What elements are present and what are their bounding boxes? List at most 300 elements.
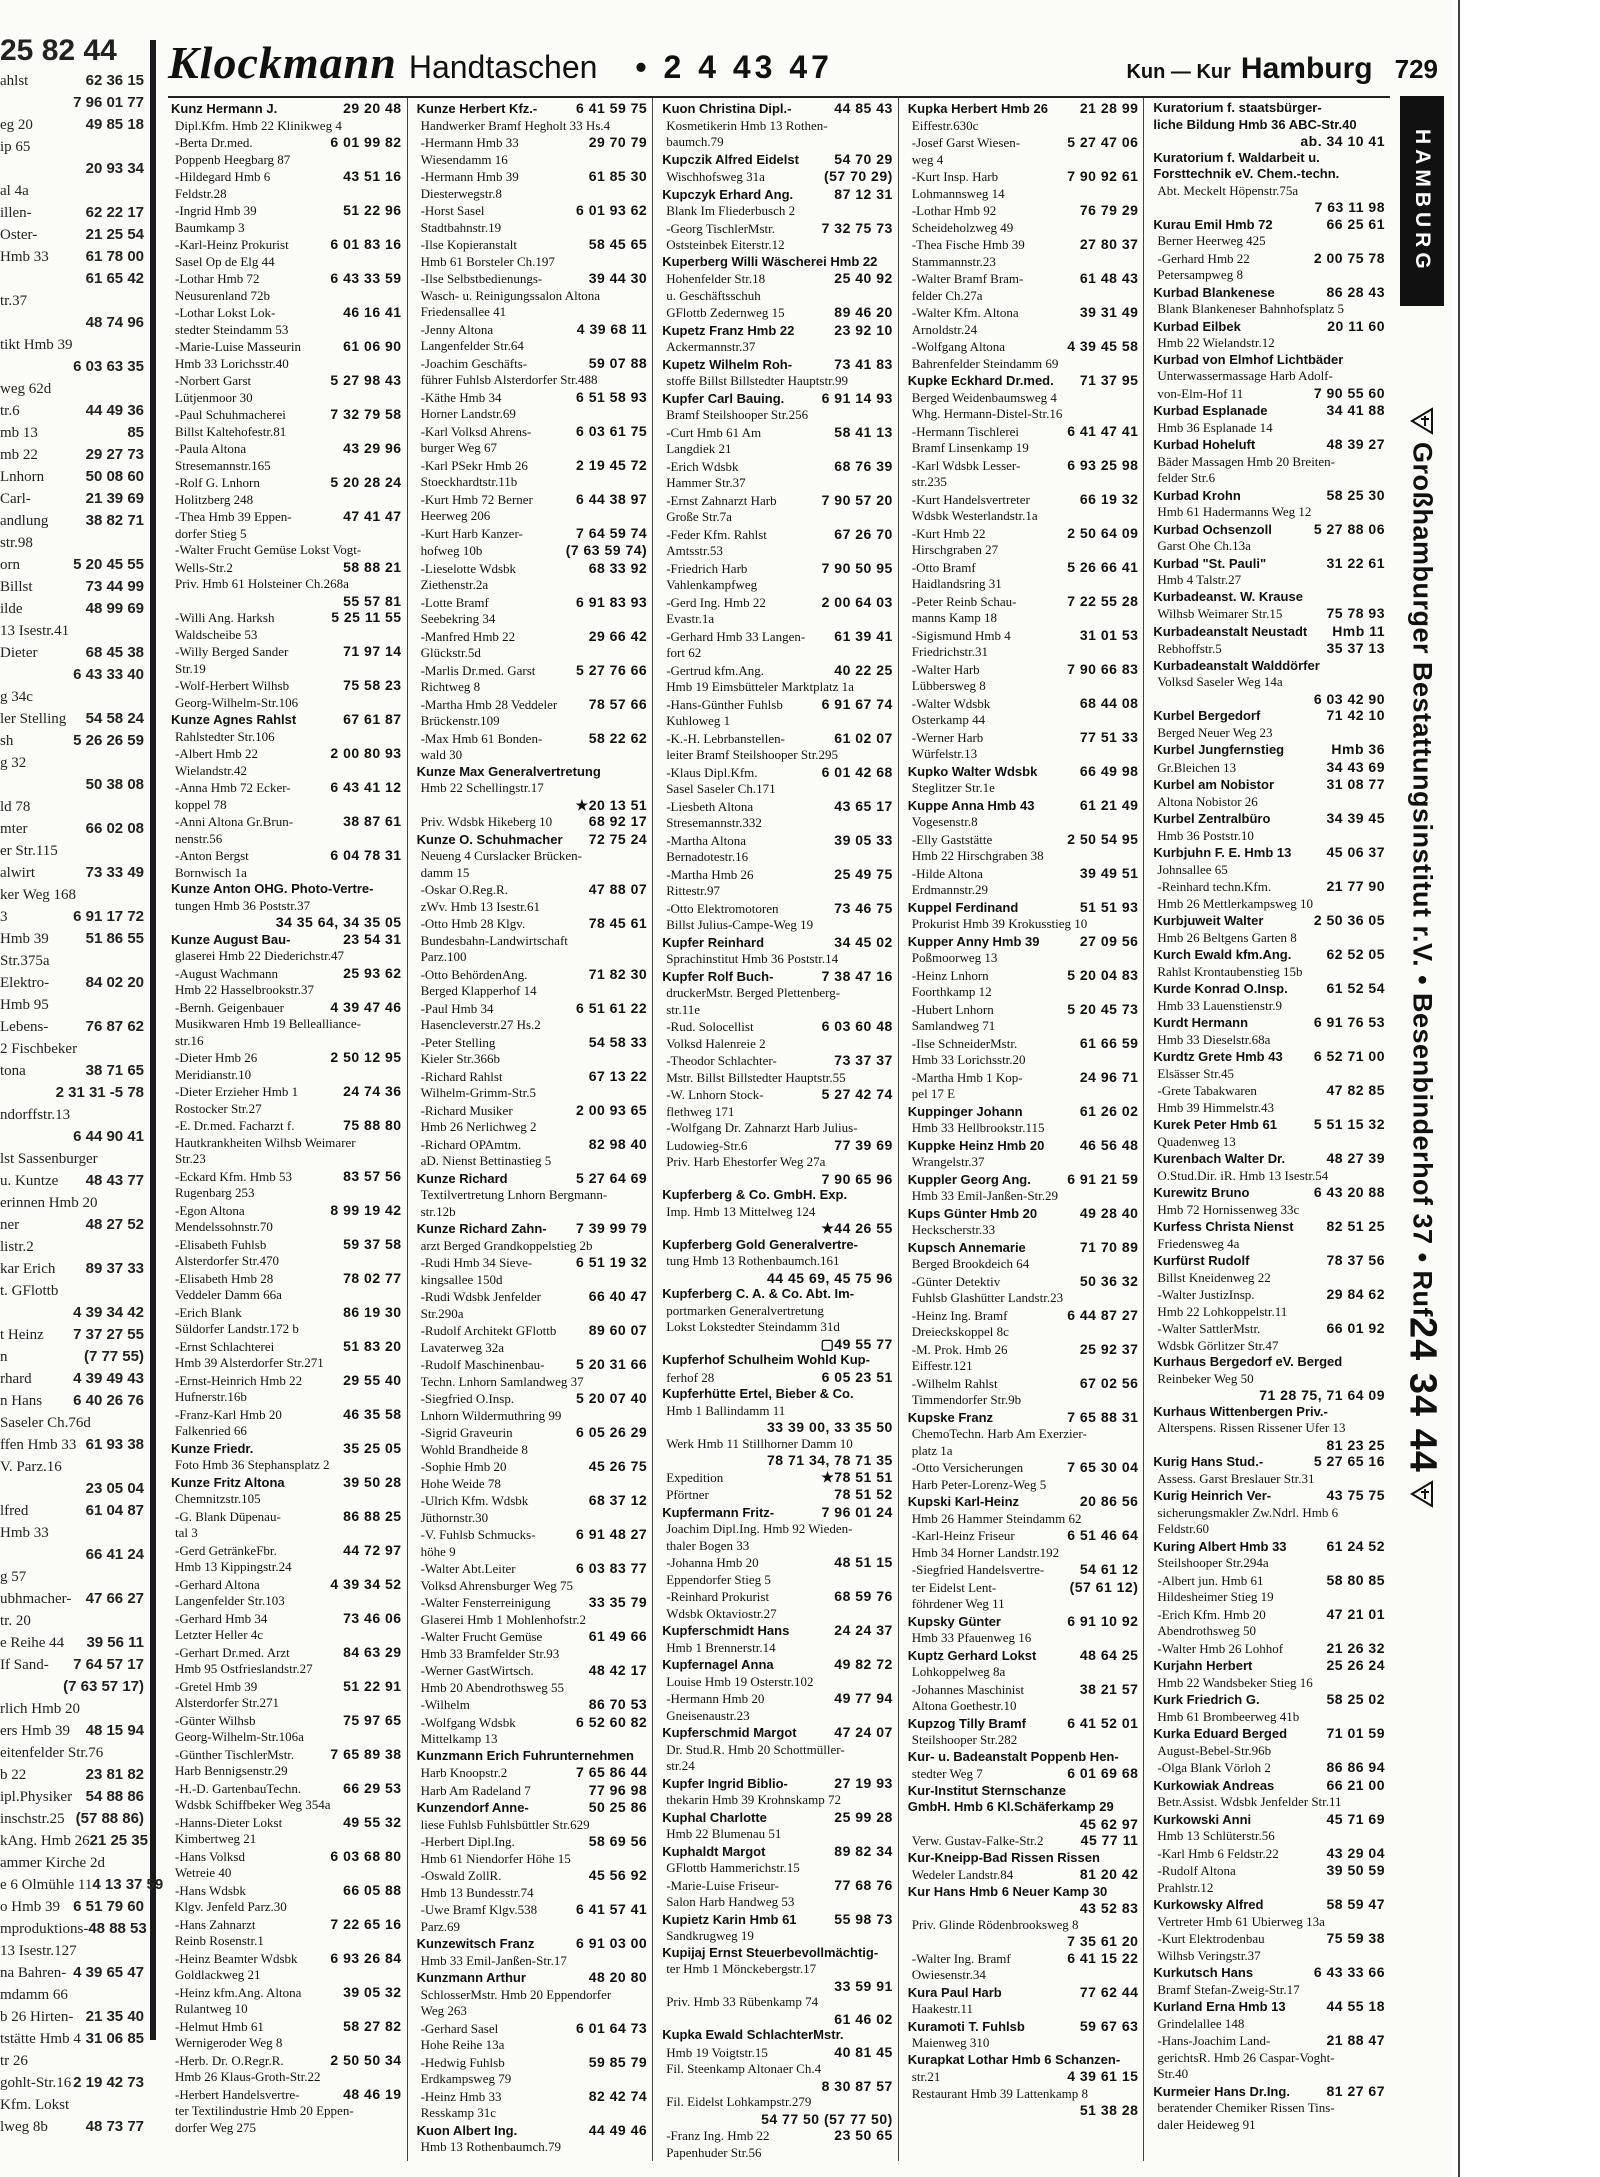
previous-page-name-fragment: eg 20 [0, 117, 33, 133]
previous-page-name-fragment: eitenfelder Str.76 [0, 1745, 104, 1761]
listing-name: -Walter Kfm. Altona [911, 305, 1019, 320]
listing-phone: 58 80 85 [1326, 1571, 1385, 1588]
listing-name: hofweg 10b [420, 543, 483, 558]
listing-name: pel 17 E [911, 1086, 956, 1101]
listing-name: Kurbad Hoheluft [1153, 437, 1256, 452]
listing-name: Hirschgraben 27 [911, 542, 999, 557]
listing-phone: 55 98 73 [834, 1910, 893, 1927]
listing-entry [908, 508, 1139, 525]
listing-name: Kupka Ewald SchlachterMstr. [662, 2027, 844, 2042]
listing-entry [908, 1307, 1139, 1325]
listing-entry [171, 1287, 402, 1304]
listing-entry-head [1153, 1354, 1385, 1371]
listing-entry [1153, 1675, 1385, 1692]
listing-entry-head [662, 390, 893, 408]
listing-entry [171, 965, 402, 983]
listing-entry-head [1153, 1150, 1385, 1168]
previous-page-row [0, 1478, 150, 1500]
listing-phone: 61 06 90 [343, 338, 402, 354]
listing-name: Harb Knoopstr.2 [420, 1765, 508, 1780]
listing-phone: 39 31 49 [1079, 304, 1139, 320]
previous-page-name-fragment: b 22 [0, 1767, 27, 1783]
listing-entry [171, 593, 402, 610]
listing-name: Kurmeier Hans Dr.Ing. [1153, 2083, 1290, 2099]
listing-entry-head [1153, 946, 1385, 964]
listing-entry [1153, 964, 1385, 981]
previous-page-row [0, 1588, 150, 1610]
previous-page-name-fragment: Hmb 33 [0, 249, 49, 265]
listing-phone: 7 90 50 95 [821, 559, 893, 576]
listing-phone: 78 51 52 [834, 1486, 893, 1502]
listing-name: Hohenfelder Str.18 [666, 271, 766, 286]
listing-phone: 6 41 52 01 [1067, 1714, 1139, 1731]
listing-entry [417, 423, 648, 441]
listing-name: -Karl-Heinz Friseur [911, 1528, 1015, 1543]
listing-phone: 6 41 59 75 [576, 100, 648, 116]
listing-name: Vertreter Hmb 61 Ubierweg 13a [1157, 1913, 1325, 1929]
previous-page-row [0, 1170, 150, 1192]
listing-phone: 48 20 80 [588, 1969, 648, 1985]
listing-phone: 73 46 06 [343, 1609, 402, 1626]
listing-entry [171, 1202, 402, 1220]
listing-entry [417, 628, 648, 646]
listing-entry [908, 1324, 1139, 1341]
listing-name: -Kurt Hmb 72 Berner [420, 491, 533, 507]
listing-name: -Dieter Erzieher Hmb 1 [175, 1084, 299, 1099]
listing-name: Hmb 20 Abendrothsweg 55 [420, 1679, 564, 1695]
listing-entry-head [1153, 2083, 1385, 2101]
listing-name: Brückenstr.109 [420, 713, 500, 728]
listing-name: Hmb 72 Hornissenweg 33c [1157, 1201, 1300, 1217]
listing-name: Kupfer Reinhard [662, 934, 765, 950]
listing-phone: 33 39 00, 33 35 50 [767, 1419, 893, 1435]
listing-entry [662, 526, 893, 544]
listing-name: Parz.100 [420, 949, 467, 964]
listing-name: Kupski Karl-Heinz [907, 1494, 1020, 1509]
listing-name: Seebekring 34 [420, 611, 496, 626]
listing-phone: 66 29 53 [343, 1779, 402, 1796]
listing-entry [171, 1882, 402, 1900]
listing-entry [417, 1714, 648, 1732]
listing-name: Hmb 39 Himmelstr.43 [1157, 1099, 1275, 1115]
listing-entry-head [908, 1850, 1139, 1867]
listing-entry [171, 1219, 402, 1236]
listing-name: -Walter Hmb 26 Lohhof [1157, 1640, 1284, 1656]
listing-phone: 47 82 85 [1326, 1082, 1385, 1098]
listing-name: Priv. Glinde Rödenbrooksweg 8 [911, 1916, 1079, 1932]
listing-entry [171, 254, 402, 271]
listing-phone: 2 50 54 95 [1067, 830, 1139, 847]
listing-entry [1153, 1914, 1385, 1931]
listing-name: Kurdt Hermann [1153, 1015, 1249, 1030]
listing-name: -K.-H. Lebrbanstellen- [666, 730, 785, 746]
previous-page-phone: 23 05 04 [85, 1480, 144, 1497]
listing-phone: 61 85 30 [588, 168, 648, 184]
listing-entry-head [1153, 589, 1385, 606]
listing-entry [417, 134, 648, 152]
listing-phone: 5 27 65 16 [1313, 1453, 1385, 1469]
listing-name: -Joachim Geschäfts- [420, 355, 528, 371]
listing-name: -Johanna Hmb 20 [666, 1555, 759, 1570]
listing-name: Erdkampsweg 79 [420, 2071, 512, 2086]
listing-phone: 6 41 15 22 [1067, 1949, 1139, 1966]
previous-page-name-fragment: gohlt-Str.16 [0, 2075, 72, 2091]
listing-phone: 54 61 12 [1079, 1561, 1139, 1577]
listing-entry [417, 491, 648, 509]
listing-name: -Gerd Ing. Hmb 22 [666, 594, 766, 610]
listing-name: Bahrenfelder Steindamm 69 [911, 355, 1059, 371]
listing-entry [908, 1188, 1139, 1205]
listing-name: Große Str.7a [666, 509, 732, 524]
listing-entry [662, 611, 893, 628]
listing-phone: 34 43 69 [1326, 758, 1385, 775]
previous-page-name-fragment: lweg 8b [0, 2119, 48, 2135]
previous-page-phone: 38 82 71 [85, 512, 144, 529]
listing-entry-head [417, 1748, 648, 1765]
listing-phone: 78 37 56 [1326, 1252, 1385, 1268]
listing-entry [908, 1681, 1139, 1699]
listing-entry-head [662, 1352, 893, 1369]
listing-name: druckerMstr. Berged Plettenberg- [666, 985, 841, 1000]
listing-entry [171, 1542, 402, 1560]
listing-phone: 43 52 83 [1079, 1900, 1139, 1916]
listing-name: -Walter Harb [911, 661, 980, 677]
listing-entry [171, 982, 402, 999]
listing-phone: 39 50 28 [343, 1473, 402, 1490]
listing-entry [662, 1572, 893, 1589]
listing-phone: 5 25 11 55 [331, 609, 402, 625]
listing-name: Forsttechnik eV. Chem.-techn. [1153, 166, 1340, 181]
listing-entry [908, 644, 1139, 661]
previous-page-name-fragment: ahlst [0, 73, 29, 89]
listing-entry [171, 1304, 402, 1322]
previous-page-phone: (57 88 86) [75, 1810, 144, 1827]
listing-name: Bramf Linsenkamp 19 [911, 440, 1029, 455]
cross-triangle-icon [1407, 1479, 1437, 1509]
previous-page-phone: 7 37 27 55 [73, 1326, 144, 1343]
previous-page-row [0, 554, 150, 576]
listing-phone: 21 88 47 [1326, 2032, 1385, 2048]
listing-entry [171, 1780, 402, 1798]
listing-name: -Elisabeth Fuhlsb [175, 1236, 267, 1252]
listing-name: Kurbad Krohn [1153, 487, 1241, 503]
listing-name: Abt. Meckelt Höpenstr.75a [1157, 182, 1299, 198]
previous-page-row [0, 1060, 150, 1082]
listing-entry [417, 321, 648, 339]
listing-entry [662, 1052, 893, 1070]
previous-page-name-fragment: al 4a [0, 183, 29, 199]
listing-name: Kurbad Esplanade [1153, 403, 1268, 418]
listing-entry [171, 1151, 402, 1168]
listing-name: -Siegfried Handelsvertre- [911, 1562, 1045, 1577]
listing-entry [171, 1016, 402, 1033]
previous-page-name-fragment: e Reihe 44 [0, 1635, 65, 1651]
listing-entry [1153, 1930, 1385, 1948]
listing-name: -Wilhelm [420, 1697, 470, 1712]
previous-page-phone: 66 02 08 [85, 820, 144, 837]
listing-name: Hmb 33 Hellbrookstr.115 [911, 1120, 1045, 1135]
listing-entry [662, 866, 893, 884]
listing-name: -Hermann Hmb 39 [420, 169, 519, 184]
listing-entry [171, 1457, 402, 1474]
listing-entry [171, 1712, 402, 1730]
listing-entry-head [1153, 284, 1385, 302]
previous-page-row [0, 598, 150, 620]
listing-name: Parz.69 [420, 1918, 460, 1934]
listing-phone: 35 37 13 [1326, 640, 1385, 656]
listing-phone: 61 24 52 [1326, 1537, 1385, 1554]
previous-page-name-fragment: mter [0, 821, 28, 837]
listing-name: Feldstr.60 [1157, 1521, 1210, 1536]
listing-name: liche Bildung Hmb 36 ABC-Str.40 [1153, 116, 1357, 132]
listing-name: -Wolfgang Dr. Zahnarzt Harb Julius- [666, 1120, 858, 1135]
listing-entry [908, 1358, 1139, 1375]
listing-name: Str.23 [175, 1151, 206, 1166]
previous-page-name-fragment: Hmb 95 [0, 997, 49, 1013]
listing-entry-head [1153, 1252, 1385, 1270]
listing-name: Rahlst Krontaubenstieg 15b [1157, 963, 1303, 979]
listing-entry [417, 304, 648, 321]
listing-phone: 6 03 68 80 [330, 1847, 402, 1864]
listing-entry-head [908, 2018, 1139, 2036]
listing-entry [171, 745, 402, 763]
previous-page-name-fragment: orn [0, 557, 20, 573]
listing-name: -Anna Hmb 72 Ecker- [175, 780, 291, 795]
listing-entry [417, 389, 648, 407]
previous-page-phone: 48 27 52 [85, 1216, 144, 1233]
listing-name: Foto Hmb 36 Stephansplatz 2 [175, 1457, 330, 1472]
listing-name: -Gerhard Hmb 33 Langen- [666, 628, 806, 644]
listing-name: Fil. Steenkamp Altonaer Ch.4 [666, 2061, 822, 2076]
listing-name: GFlottb Hammerichstr.15 [666, 1860, 800, 1875]
listing-entry [662, 1303, 893, 1320]
listing-entry [662, 798, 893, 816]
listing-phone: 6 43 20 88 [1313, 1184, 1385, 1200]
listing-name: Klgv. Jenfeld Parz.30 [175, 1899, 287, 1914]
listing-entry [171, 2086, 402, 2104]
previous-page-name-fragment: 3 [0, 909, 8, 925]
listing-entry [662, 1877, 893, 1895]
listing-entry [417, 1238, 648, 1255]
listing-name: Kupczyk Erhard Ang. [662, 186, 794, 202]
listing-name: -Wolfgang Wdsbk [420, 1714, 516, 1730]
listing-entry [171, 677, 402, 695]
previous-page-row [0, 1148, 150, 1170]
listing-name: Hmb 4 Talstr.27 [1157, 572, 1242, 587]
listing-name: Dipl.Kfm. Hmb 22 Klinikweg 4 [175, 117, 342, 133]
listing-name: -Ernst-Heinrich Hmb 22 [175, 1372, 303, 1388]
listing-entry [1153, 1134, 1385, 1151]
listing-phone: 20 86 56 [1079, 1493, 1139, 1509]
listing-entry [908, 729, 1139, 747]
listing-phone: 29 84 62 [1326, 1286, 1385, 1302]
listing-name: u. Geschäftsschuh [666, 287, 761, 303]
listing-entry [662, 1002, 893, 1019]
listing-phone: 43 75 75 [1326, 1487, 1385, 1503]
listing-phone: 67 13 22 [588, 1067, 648, 1084]
previous-page-name-fragment: ilde [0, 601, 23, 617]
listing-phone: 7 39 99 79 [576, 1220, 648, 1236]
listing-entry [417, 2054, 648, 2072]
listing-phone: 61 49 66 [588, 1628, 648, 1644]
listing-phone: 48 42 17 [588, 1662, 648, 1678]
listing-entry-head [662, 100, 893, 118]
listing-entry [908, 168, 1139, 186]
previous-page-row [0, 1654, 150, 1676]
listing-name: Wilhsb Weimarer Str.15 [1157, 606, 1283, 621]
listing-entry-head [908, 1647, 1139, 1665]
listing-entry [908, 1459, 1139, 1477]
previous-page-phone: 29 27 73 [85, 446, 144, 463]
listing-name: Whg. Hermann-Distel-Str.16 [911, 406, 1063, 421]
listing-entry [662, 509, 893, 526]
listing-phone: 2 50 50 34 [330, 2051, 402, 2068]
previous-page-row [0, 1016, 150, 1038]
cross-triangle-svg [1408, 1480, 1436, 1508]
listing-phone: 4 39 47 46 [330, 998, 402, 1015]
listing-name: -Erich Blank [175, 1304, 242, 1320]
previous-page-row [0, 246, 150, 268]
listing-phone: 5 27 76 66 [576, 661, 648, 678]
listing-entry [171, 134, 402, 152]
listing-phone: 24 74 36 [343, 1083, 402, 1099]
listing-phone: ab. 34 10 41 [1300, 133, 1385, 149]
listing-name: Kunze Richard Zahn- [416, 1221, 547, 1236]
listing-entry [662, 2044, 893, 2062]
listing-entry [417, 1662, 648, 1680]
listing-entry [662, 1419, 893, 1436]
listing-phone: 7 32 75 73 [821, 219, 893, 236]
listing-name: Garst Ohe Ch.13a [1157, 538, 1251, 553]
listing-entry-head [662, 1775, 893, 1793]
listing-name: -Lotte Bramf [420, 594, 489, 610]
listing-name: -Reinhard techn.Kfm. [1157, 879, 1272, 894]
listing-entry [171, 831, 402, 848]
listing-entry-head [1153, 1691, 1385, 1709]
listing-name: Kunze O. Schuhmacher [416, 831, 563, 847]
listing-entry [417, 168, 648, 186]
previous-page-name-fragment: ler Stelling [0, 711, 67, 727]
listing-name: Kurbel Zentralbüro [1153, 811, 1271, 826]
listing-entry [1153, 335, 1385, 352]
listing-phone: 77 39 69 [834, 1136, 893, 1153]
listing-name: -Hilde Altona [911, 865, 983, 881]
previous-page-name-fragment: Hmb 39 [0, 931, 49, 947]
listing-name: Kurk Friedrich G. [1153, 1692, 1260, 1707]
listing-entry [171, 847, 402, 865]
listing-entry [171, 1185, 402, 1202]
listing-entry [662, 1708, 893, 1725]
listing-entry [1153, 1338, 1385, 1355]
previous-page-row [0, 158, 150, 180]
listing-phone: 21 26 32 [1326, 1639, 1385, 1656]
listing-phone: 5 20 07 40 [576, 1390, 648, 1406]
page-header [168, 36, 1438, 98]
listing-name: -Ernst Zahnarzt Harb [666, 492, 777, 508]
previous-page-phone: 61 04 87 [85, 1502, 144, 1519]
listing-phone: 7 90 66 83 [1067, 660, 1139, 677]
listing-phone: 2 50 12 95 [330, 1049, 402, 1065]
listing-entry [417, 202, 648, 220]
previous-page-row [0, 334, 150, 356]
listing-entry [1153, 1505, 1385, 1522]
listing-entry [1153, 2117, 1385, 2134]
listing-column-3 [659, 98, 899, 2161]
listing-name: Samlandweg 71 [911, 1018, 996, 1033]
listing-name: Kupferberg Gold Generalvertre- [662, 1236, 858, 1252]
listing-entry [908, 1154, 1139, 1171]
listing-phone: 7 35 61 20 [1067, 1933, 1139, 1949]
listing-phone: 49 55 32 [343, 1813, 402, 1830]
listing-entry [171, 1355, 402, 1372]
previous-page-name-fragment: mproduktions- [0, 1921, 89, 1937]
listing-name: Mstr. Billst Billstedter Hauptstr.55 [666, 1069, 846, 1085]
listing-phone: 6 52 60 82 [576, 1713, 648, 1730]
listing-phone: 71 42 10 [1326, 707, 1385, 723]
listing-name: -Rolf G. Lnhorn [175, 475, 260, 490]
listing-name: liese Fuhlsb Fuhlsbüttler Str.629 [420, 1816, 590, 1832]
listing-name: Unterwassermassage Harb Adolf- [1157, 368, 1333, 383]
previous-page-phone: 61 78 00 [85, 248, 144, 265]
listing-entry [908, 134, 1139, 152]
listing-name: Kur-Institut Sternschanze [907, 1782, 1066, 1798]
listing-name: Textilvertretung Lnhorn Bergmann- [420, 1187, 608, 1202]
listing-phone: 6 43 33 59 [330, 270, 402, 286]
listing-phone: 48 46 19 [343, 2085, 402, 2102]
listing-name: Volksd Ahrensburger Weg 75 [420, 1577, 574, 1593]
listing-name: beratender Chemiker Rissen Tins- [1157, 2100, 1335, 2115]
listing-phone: 6 03 83 77 [576, 1560, 648, 1576]
listing-name: Kupzog Tilly Bramf [907, 1715, 1027, 1731]
listing-phone: 2 50 36 05 [1313, 912, 1385, 928]
listing-entry [908, 220, 1139, 237]
listing-name: Wilhelm-Grimm-Str.5 [420, 1085, 536, 1100]
listing-entry [417, 1424, 648, 1442]
brand-phone: • 2 4 43 47 [635, 49, 833, 85]
listing-entry [417, 730, 648, 748]
listing-entry [662, 883, 893, 900]
listing-name: Berged Weidenbaumsweg 4 [911, 389, 1057, 405]
listing-name: Stresemannstr.165 [175, 457, 271, 473]
previous-page-name-fragment: e 6 Olmühle 11 [0, 1877, 93, 1893]
listing-entry [417, 1731, 648, 1748]
listing-name: Kurfess Christa Nienst [1153, 1219, 1294, 1234]
listing-name: Dreieckskoppel 8c [911, 1324, 1009, 1339]
listing-phone: 6 91 67 74 [821, 695, 893, 712]
previous-page-row [0, 400, 150, 422]
listing-phone: 44 49 46 [588, 2121, 648, 2138]
previous-page-name-fragment: ndorffstr.13 [0, 1107, 71, 1123]
listing-name: -Karl Hmb 6 Feldstr.22 [1157, 1845, 1279, 1861]
previous-page-row [0, 1522, 150, 1544]
previous-page-row [0, 620, 150, 642]
previous-page-name-fragment: g 32 [0, 755, 27, 771]
listing-name: -Richard Rahlst [420, 1068, 503, 1084]
previous-page-row [0, 1236, 150, 1258]
listing-entry-head [1153, 436, 1385, 454]
listing-phone: 39 05 32 [343, 1983, 402, 2000]
listing-entry [171, 118, 402, 135]
side-tab-label: HAMBURG [1411, 128, 1434, 274]
listing-entry-head [662, 1237, 893, 1254]
previous-page-row [0, 818, 150, 840]
listing-entry [1153, 828, 1385, 845]
listing-name: Kuratorium f. staatsbürger- [1153, 100, 1322, 115]
listing-name: Kunze Agnes Rahlst [171, 712, 297, 727]
listing-name: -Lieselotte Wdsbk [420, 560, 517, 576]
listing-name: Kosmetikerin Hmb 13 Rothen- [666, 117, 828, 133]
listing-entry [908, 254, 1139, 271]
